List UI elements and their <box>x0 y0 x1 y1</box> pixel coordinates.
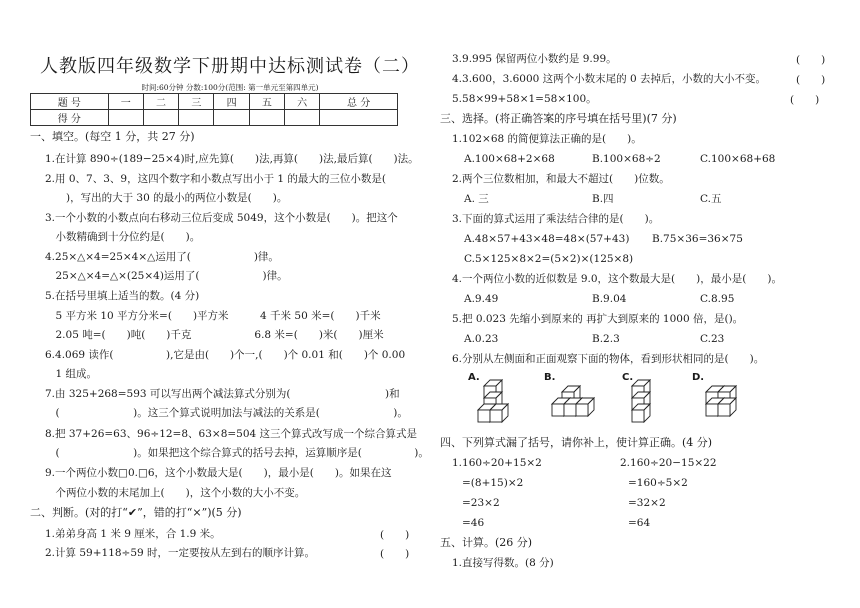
score-cell[interactable] <box>143 110 178 126</box>
score-header: 五 <box>249 94 284 110</box>
choice[interactable]: C.5×125×8×2=(5×2)×(125×8) <box>464 253 634 265</box>
score-cell[interactable] <box>285 110 320 126</box>
choice-label[interactable]: C. <box>622 372 634 383</box>
choice[interactable]: B.9.04 <box>592 293 627 305</box>
score-cell[interactable] <box>214 110 249 126</box>
score-header: 二 <box>143 94 178 110</box>
question-line: 1.弟弟身高 1 米 9 厘米，合 1.9 米。 <box>45 528 221 540</box>
question-line: 9.一个两位小数□0.□6，这个小数最大是( )，最小是( )。如果在这 <box>45 467 392 479</box>
choice[interactable]: A.9.49 <box>464 293 499 305</box>
choice-label[interactable]: B. <box>544 372 556 383</box>
calc-line: 2.160÷20−15×22 <box>620 457 717 469</box>
section-2-heading: 二、判断。(对的打“✔”，错的打“×”)(5 分) <box>30 506 242 519</box>
choice[interactable]: C.23 <box>700 333 725 345</box>
question-line: 4.一个两位小数的近似数是 9.0，这个数最大是( )，最小是( )。 <box>452 273 782 285</box>
section-4-heading: 四、下列算式漏了括号，请你补上，使计算正确。(4 分) <box>440 436 713 449</box>
choice[interactable]: C.8.95 <box>700 293 735 305</box>
question-line: 25×△×4=△×(25×4)运用了( )律。 <box>45 270 288 282</box>
question-line: ( )。这三个算式说明加法与减法的关系是( )。 <box>45 407 408 419</box>
score-header: 四 <box>214 94 249 110</box>
question-line: 3.下面的算式运用了乘法结合律的是( )。 <box>452 213 660 225</box>
answer-paren[interactable]: ( ) <box>796 54 826 66</box>
calc-line: =23×2 <box>462 497 500 509</box>
calc-line: 1.160÷20+15×2 <box>452 457 542 469</box>
choice[interactable]: C.五 <box>700 193 722 205</box>
calc-line[interactable]: =(8+15)×2 <box>462 477 524 489</box>
question-line: 小数精确到十分位约是( )。 <box>45 231 201 243</box>
score-cell[interactable] <box>179 110 214 126</box>
section-5-heading: 五、计算。(26 分) <box>440 536 533 549</box>
calc-line: =32×2 <box>628 497 666 509</box>
question-line: 5.58×99+58×1=58×100。 <box>452 93 597 105</box>
figure-b <box>552 386 594 416</box>
figure-d <box>706 386 736 416</box>
question-line: 8.把 37+26=63、96÷12=8、63×8=504 这三个算式改写成一个综合算式是 <box>45 428 418 440</box>
section-1-heading: 一、填空。(每空 1 分，共 27 分) <box>30 130 195 143</box>
score-label: 得 分 <box>31 110 109 126</box>
calc-line: =64 <box>628 517 651 529</box>
answer-paren[interactable]: ( ) <box>790 94 820 106</box>
page-title: 人教版四年级数学下册期中达标测试卷（二） <box>40 56 420 77</box>
score-cell[interactable] <box>320 110 398 126</box>
choice[interactable]: B.四 <box>592 193 614 205</box>
figure-a <box>478 380 508 422</box>
question-line: 6.分别从左侧面和正面观察下面的物体，看到形状相同的是( )。 <box>452 353 765 365</box>
question-line: 2.计算 59+118÷59 时，一定要按从左到右的顺序计算。 <box>45 547 316 559</box>
score-header: 题 号 <box>31 94 109 110</box>
question-line: 3.一个小数的小数点向右移动三位后变成 5049，这个小数是( )。把这个 <box>45 212 398 224</box>
answer-paren[interactable]: ( ) <box>380 529 410 541</box>
question-line: 4.3.600，3.6000 这两个小数末尾的 0 去掉后，小数的大小不变。 <box>452 73 767 85</box>
question-line: 1 组成。 <box>45 368 98 380</box>
choice[interactable]: A.48×57+43×48=48×(57+43) <box>464 233 630 245</box>
cube-figures <box>470 372 790 428</box>
question-line: 个两位小数的末尾加上( )，这个小数的大小不变。 <box>45 487 306 499</box>
choice[interactable]: C.100×68+68 <box>700 153 776 165</box>
question-line: 5.在括号里填上适当的数。(4 分) <box>45 290 200 302</box>
score-header: 三 <box>179 94 214 110</box>
question-line: 2.两个三位数相加，和最大不超过( )位数。 <box>452 173 670 185</box>
choice[interactable]: B.2.3 <box>592 333 620 345</box>
choice[interactable]: A. 三 <box>464 193 489 205</box>
score-header: 六 <box>285 94 320 110</box>
exam-info: 时间:60分钟 分数:100分(范围: 第一单元至第四单元) <box>141 83 319 92</box>
choice[interactable]: A.100×68+2×68 <box>464 153 555 165</box>
score-cell[interactable] <box>108 110 143 126</box>
score-header: 总 分 <box>320 94 398 110</box>
question-line: 1.在计算 890÷(189−25×4)时,应先算( )法,再算( )法,最后算( )法。 <box>45 153 419 165</box>
calc-line: =46 <box>462 517 485 529</box>
question-line: 3.9.995 保留两位小数约是 9.99。 <box>452 53 617 65</box>
question-line: 2.用 0、7、3、9，这四个数字和小数点写出小于 1 的最大的三位小数是( <box>45 173 387 185</box>
question-line: ( )。如果把这个综合算式的括号去掉，运算顺序是( )。 <box>45 447 429 459</box>
question-line: )，写出的大于 30 的最小的两位小数是( )。 <box>45 192 288 204</box>
score-table <box>30 93 398 126</box>
calc-line[interactable]: =160÷5×2 <box>628 477 688 489</box>
section-3-heading: 三、选择。(将正确答案的序号填在括号里)(7 分) <box>440 112 677 125</box>
question-line: 1.102×68 的简便算法正确的是( )。 <box>452 133 642 145</box>
score-cell[interactable] <box>249 110 284 126</box>
choice[interactable]: A.0.23 <box>464 333 499 345</box>
question-line: 7.由 325+268=593 可以写出两个减法算式分别为( )和 <box>45 388 400 400</box>
answer-paren[interactable]: ( ) <box>796 74 826 86</box>
question-line: 6.4.069 读作( ),它是由( )个一,( )个 0.01 和( )个 0.00 <box>45 349 406 361</box>
question-line: 5.把 0.023 先缩小到原来的 再扩大到原来的 1000 倍，是()。 <box>452 313 744 325</box>
question-line: 2.05 吨=( )吨( )千克 6.8 米=( )米( )厘米 <box>45 329 384 341</box>
choice-label[interactable]: D. <box>692 372 705 383</box>
choice-label[interactable]: A. <box>468 372 480 383</box>
answer-paren[interactable]: ( ) <box>380 548 410 560</box>
question-line: 4.25×△×4=25×4×△运用了( )律。 <box>45 251 279 263</box>
question-line: 1.直接写得数。(8 分) <box>452 557 554 569</box>
choice[interactable]: B.100×68÷2 <box>592 153 661 165</box>
choice[interactable]: B.75×36=36×75 <box>652 233 743 245</box>
score-header: 一 <box>108 94 143 110</box>
figure-c <box>632 380 650 422</box>
question-line: 5 平方米 10 平方分米=( )平方米 4 千米 50 米=( )千米 <box>45 310 381 322</box>
